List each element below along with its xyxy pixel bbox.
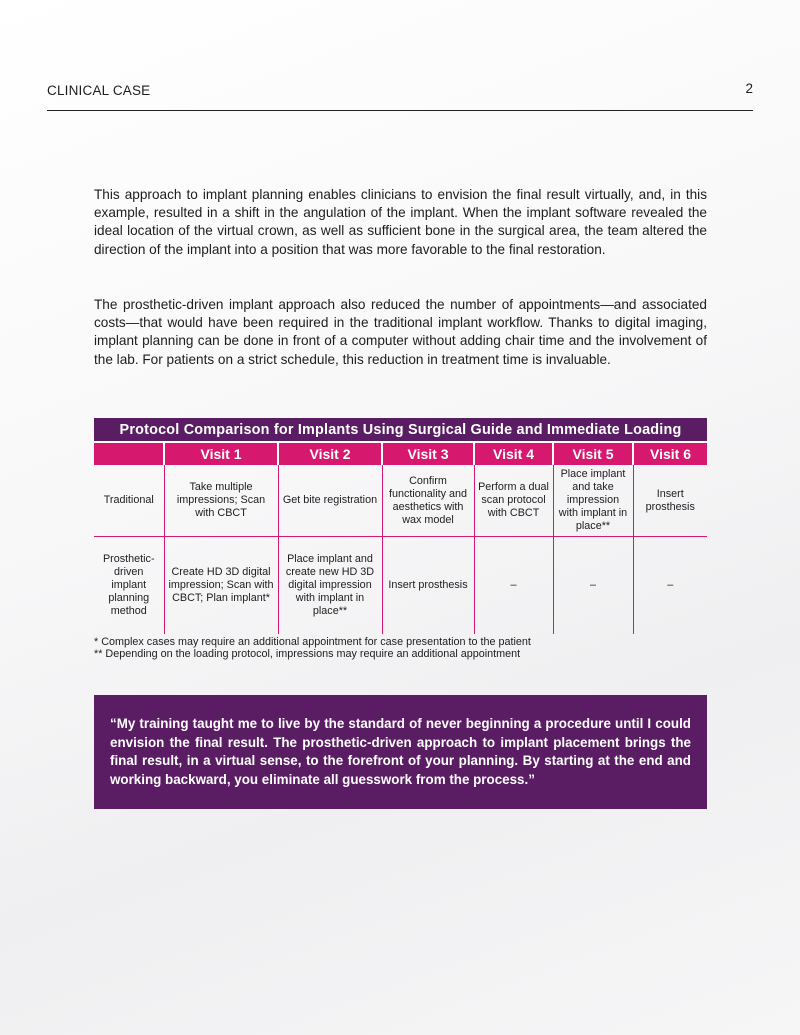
table-header-row [94, 442, 707, 465]
table-row [94, 465, 707, 537]
table-cell: Insert prosthesis [633, 465, 707, 537]
table-cell: – [633, 537, 707, 635]
quote-text: “My training taught me to live by the standard of never beginning a procedure until I could envision the final result. The prosthetic-driven approach to implant placement brings the final result, in a virtual sense, to the forefront of your planning. By starting at the end and working backward, you eliminate all guesswork from the process.” [110, 716, 691, 787]
table-row [94, 537, 707, 635]
column-header [94, 442, 164, 465]
column-header: Visit 5 [553, 442, 633, 465]
page-header [47, 80, 753, 111]
page-number: 2 [745, 81, 753, 96]
table-cell: Place implant and take impression with implant in place** [553, 465, 633, 537]
table-cell: – [553, 537, 633, 635]
body-paragraph-1: This approach to implant planning enables clinicians to envision the final result virtually, and, in this example, resulted in a shift in the angulation of the implant. When the implant software revealed the ideal location of the virtual crown, as well as sufficient bone in the surgical area, the team altered the direction of the implant into a position that was more favorable to the final restoration. [94, 187, 707, 257]
body-paragraph-2: The prosthetic-driven implant approach also reduced the number of appointments—and associated costs—that would have been required in the traditional implant workflow. Thanks to digital imaging, implant planning can be done in front of a computer without adding chair time and the involvement of the lab. For patients on a strict schedule, this reduction in treatment time is invaluable. [94, 297, 707, 367]
table-footnotes [94, 636, 531, 661]
table-cell: Create HD 3D digital impression; Scan with CBCT; Plan implant* [164, 537, 278, 635]
table-cell: Insert prosthesis [382, 537, 474, 635]
table-cell: Get bite registration [278, 465, 382, 537]
column-header: Visit 3 [382, 442, 474, 465]
table-cell: Place implant and create new HD 3D digital impression with implant in place** [278, 537, 382, 635]
column-header: Visit 2 [278, 442, 382, 465]
table-cell: Confirm functionality and aesthetics with wax model [382, 465, 474, 537]
protocol-comparison-table [94, 418, 707, 634]
footnote: * Complex cases may require an additional appointment for case presentation to the patient [94, 636, 531, 648]
table-cell: – [474, 537, 553, 635]
comparison-grid [94, 441, 707, 634]
table-cell: Take multiple impressions; Scan with CBCT [164, 465, 278, 537]
table-title: Protocol Comparison for Implants Using Surgical Guide and Immediate Loading [94, 418, 707, 441]
table-cell: Perform a dual scan protocol with CBCT [474, 465, 553, 537]
table-cell: Prosthetic-driven implant planning method [102, 553, 155, 617]
table-cell: Traditional [94, 465, 164, 537]
column-header: Visit 4 [474, 442, 553, 465]
column-header: Visit 6 [633, 442, 707, 465]
column-header: Visit 1 [164, 442, 278, 465]
section-label: CLINICAL CASE [47, 83, 151, 98]
pull-quote [94, 695, 707, 809]
footnote: ** Depending on the loading protocol, impressions may require an additional appointment [94, 648, 521, 661]
